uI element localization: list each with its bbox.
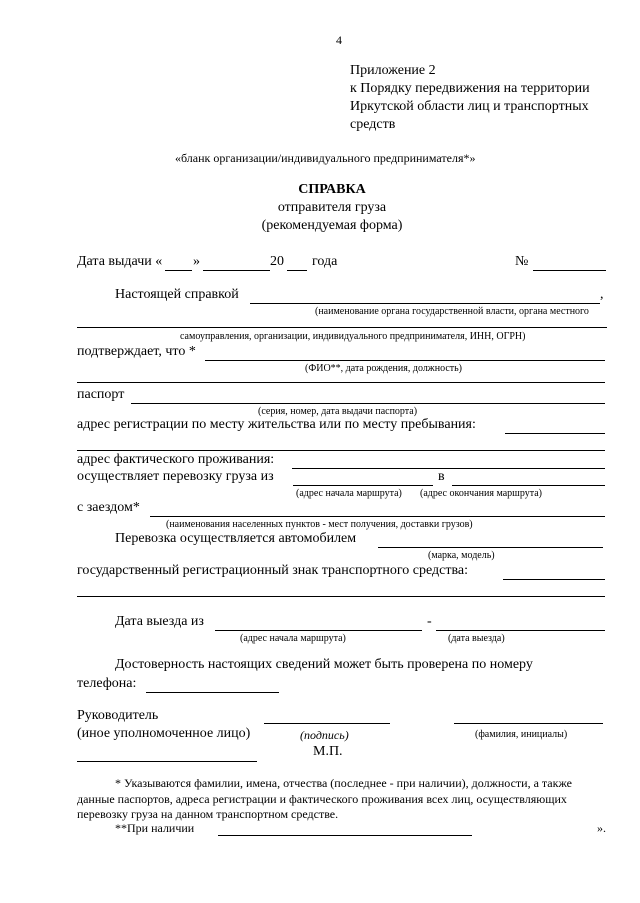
name-caption: (фамилия, инициалы) <box>475 729 568 740</box>
signature-caption: (подпись) <box>300 728 349 742</box>
plate-label: государственный регистрационный знак транспортного средства: <box>77 563 469 578</box>
registration-field[interactable] <box>505 433 605 434</box>
confirms-label: подтверждает, что * <box>77 344 196 359</box>
actual-address-field[interactable] <box>292 468 605 469</box>
caption-route-start: (адрес начала маршрута) <box>296 488 402 499</box>
signature-field[interactable] <box>264 723 390 724</box>
departure-from-field[interactable] <box>215 630 422 631</box>
number-label: № <box>515 254 529 269</box>
phone-field[interactable] <box>146 692 279 693</box>
caption-organization: (наименование органа государственной власти, органа местного <box>315 306 589 317</box>
plate-field[interactable] <box>503 579 605 580</box>
head-label: Руководитель <box>77 708 159 723</box>
route-end-field[interactable] <box>452 485 605 486</box>
issue-year-suffix: года <box>312 254 338 269</box>
registration-label: адрес регистрации по месту жительства или по месту пребывания: <box>77 417 476 432</box>
departure-date-field[interactable] <box>436 630 605 631</box>
caption-passport: (серия, номер, дата выдачи паспорта) <box>258 406 418 417</box>
page-number: 4 <box>336 33 342 47</box>
footnote-divider <box>77 761 257 762</box>
stops-label: с заездом* <box>77 500 140 515</box>
issue-month-field[interactable] <box>203 270 270 271</box>
intro-label: Настоящей справкой <box>115 287 239 302</box>
appendix-line: средств <box>350 117 396 132</box>
footnote-close: ». <box>597 821 606 835</box>
departure-label: Дата выезда из <box>115 614 204 629</box>
appendix-line: к Порядку передвижения на территории <box>350 81 590 96</box>
caption-route-end: (адрес окончания маршрута) <box>420 488 542 499</box>
stops-field[interactable] <box>150 516 605 517</box>
organization-field-2[interactable] <box>77 327 607 328</box>
person-field-2[interactable] <box>77 382 605 383</box>
authorized-label: (иное уполномоченное лицо) <box>77 726 251 741</box>
footnote-2-field[interactable] <box>218 835 472 836</box>
footnote-1-end: перевозку груза на данном транспортном средстве. <box>77 807 339 821</box>
name-field[interactable] <box>454 723 603 724</box>
passport-label: паспорт <box>77 387 125 402</box>
footnote-2: **При наличии <box>115 821 195 835</box>
actual-address-label: адрес фактического проживания: <box>77 452 275 467</box>
stamp-placeholder: М.П. <box>313 744 343 759</box>
document-subtitle: отправителя груза <box>277 200 387 215</box>
plate-field-2[interactable] <box>77 596 605 597</box>
caption-organization-2: самоуправления, организации, индивидуального предпринимателя, ИНН, ОГРН) <box>180 331 526 342</box>
caption-stops: (наименования населенных пунктов - мест получения, доставки грузов) <box>166 519 473 530</box>
issue-date-quote: » <box>193 254 200 269</box>
departure-dash: - <box>427 614 432 629</box>
document-form-type: (рекомендуемая форма) <box>261 218 403 233</box>
footnote-1-cont: данные паспортов, адреса регистрации и фактического проживания всех лиц, осуществляющих <box>77 792 567 806</box>
document-title: СПРАВКА <box>298 182 366 197</box>
verify-phone-label: телефона: <box>77 676 137 691</box>
transport-label: осуществляет перевозку груза из <box>77 469 274 484</box>
to-label: в <box>438 469 445 484</box>
letterhead-note: «бланк организации/индивидуального предпринимателя*» <box>175 151 476 165</box>
route-start-field[interactable] <box>293 485 433 486</box>
registration-field-2[interactable] <box>77 450 605 451</box>
organization-field[interactable] <box>250 303 600 304</box>
appendix-line: Приложение 2 <box>350 63 436 78</box>
caption-departure-from: (адрес начала маршрута) <box>240 633 346 644</box>
issue-year-prefix: 20 <box>270 254 284 269</box>
footnote-1: * Указываются фамилии, имена, отчества (последнее - при наличии), должности, а также <box>115 776 572 790</box>
issue-year-field[interactable] <box>287 270 307 271</box>
person-field[interactable] <box>205 360 605 361</box>
caption-departure-date: (дата выезда) <box>448 633 505 644</box>
intro-comma: , <box>600 287 604 302</box>
caption-vehicle: (марка, модель) <box>428 550 495 561</box>
passport-field[interactable] <box>131 403 605 404</box>
caption-fio: (ФИО**, дата рождения, должность) <box>305 363 463 374</box>
vehicle-label: Перевозка осуществляется автомобилем <box>115 531 357 546</box>
issue-date-label: Дата выдачи « <box>77 254 163 269</box>
issue-day-field[interactable] <box>165 270 192 271</box>
verify-text: Достоверность настоящих сведений может быть проверена по номеру <box>115 657 533 672</box>
document-number-field[interactable] <box>533 270 606 271</box>
appendix-line: Иркутской области лиц и транспортных <box>350 99 589 114</box>
vehicle-field[interactable] <box>378 547 603 548</box>
